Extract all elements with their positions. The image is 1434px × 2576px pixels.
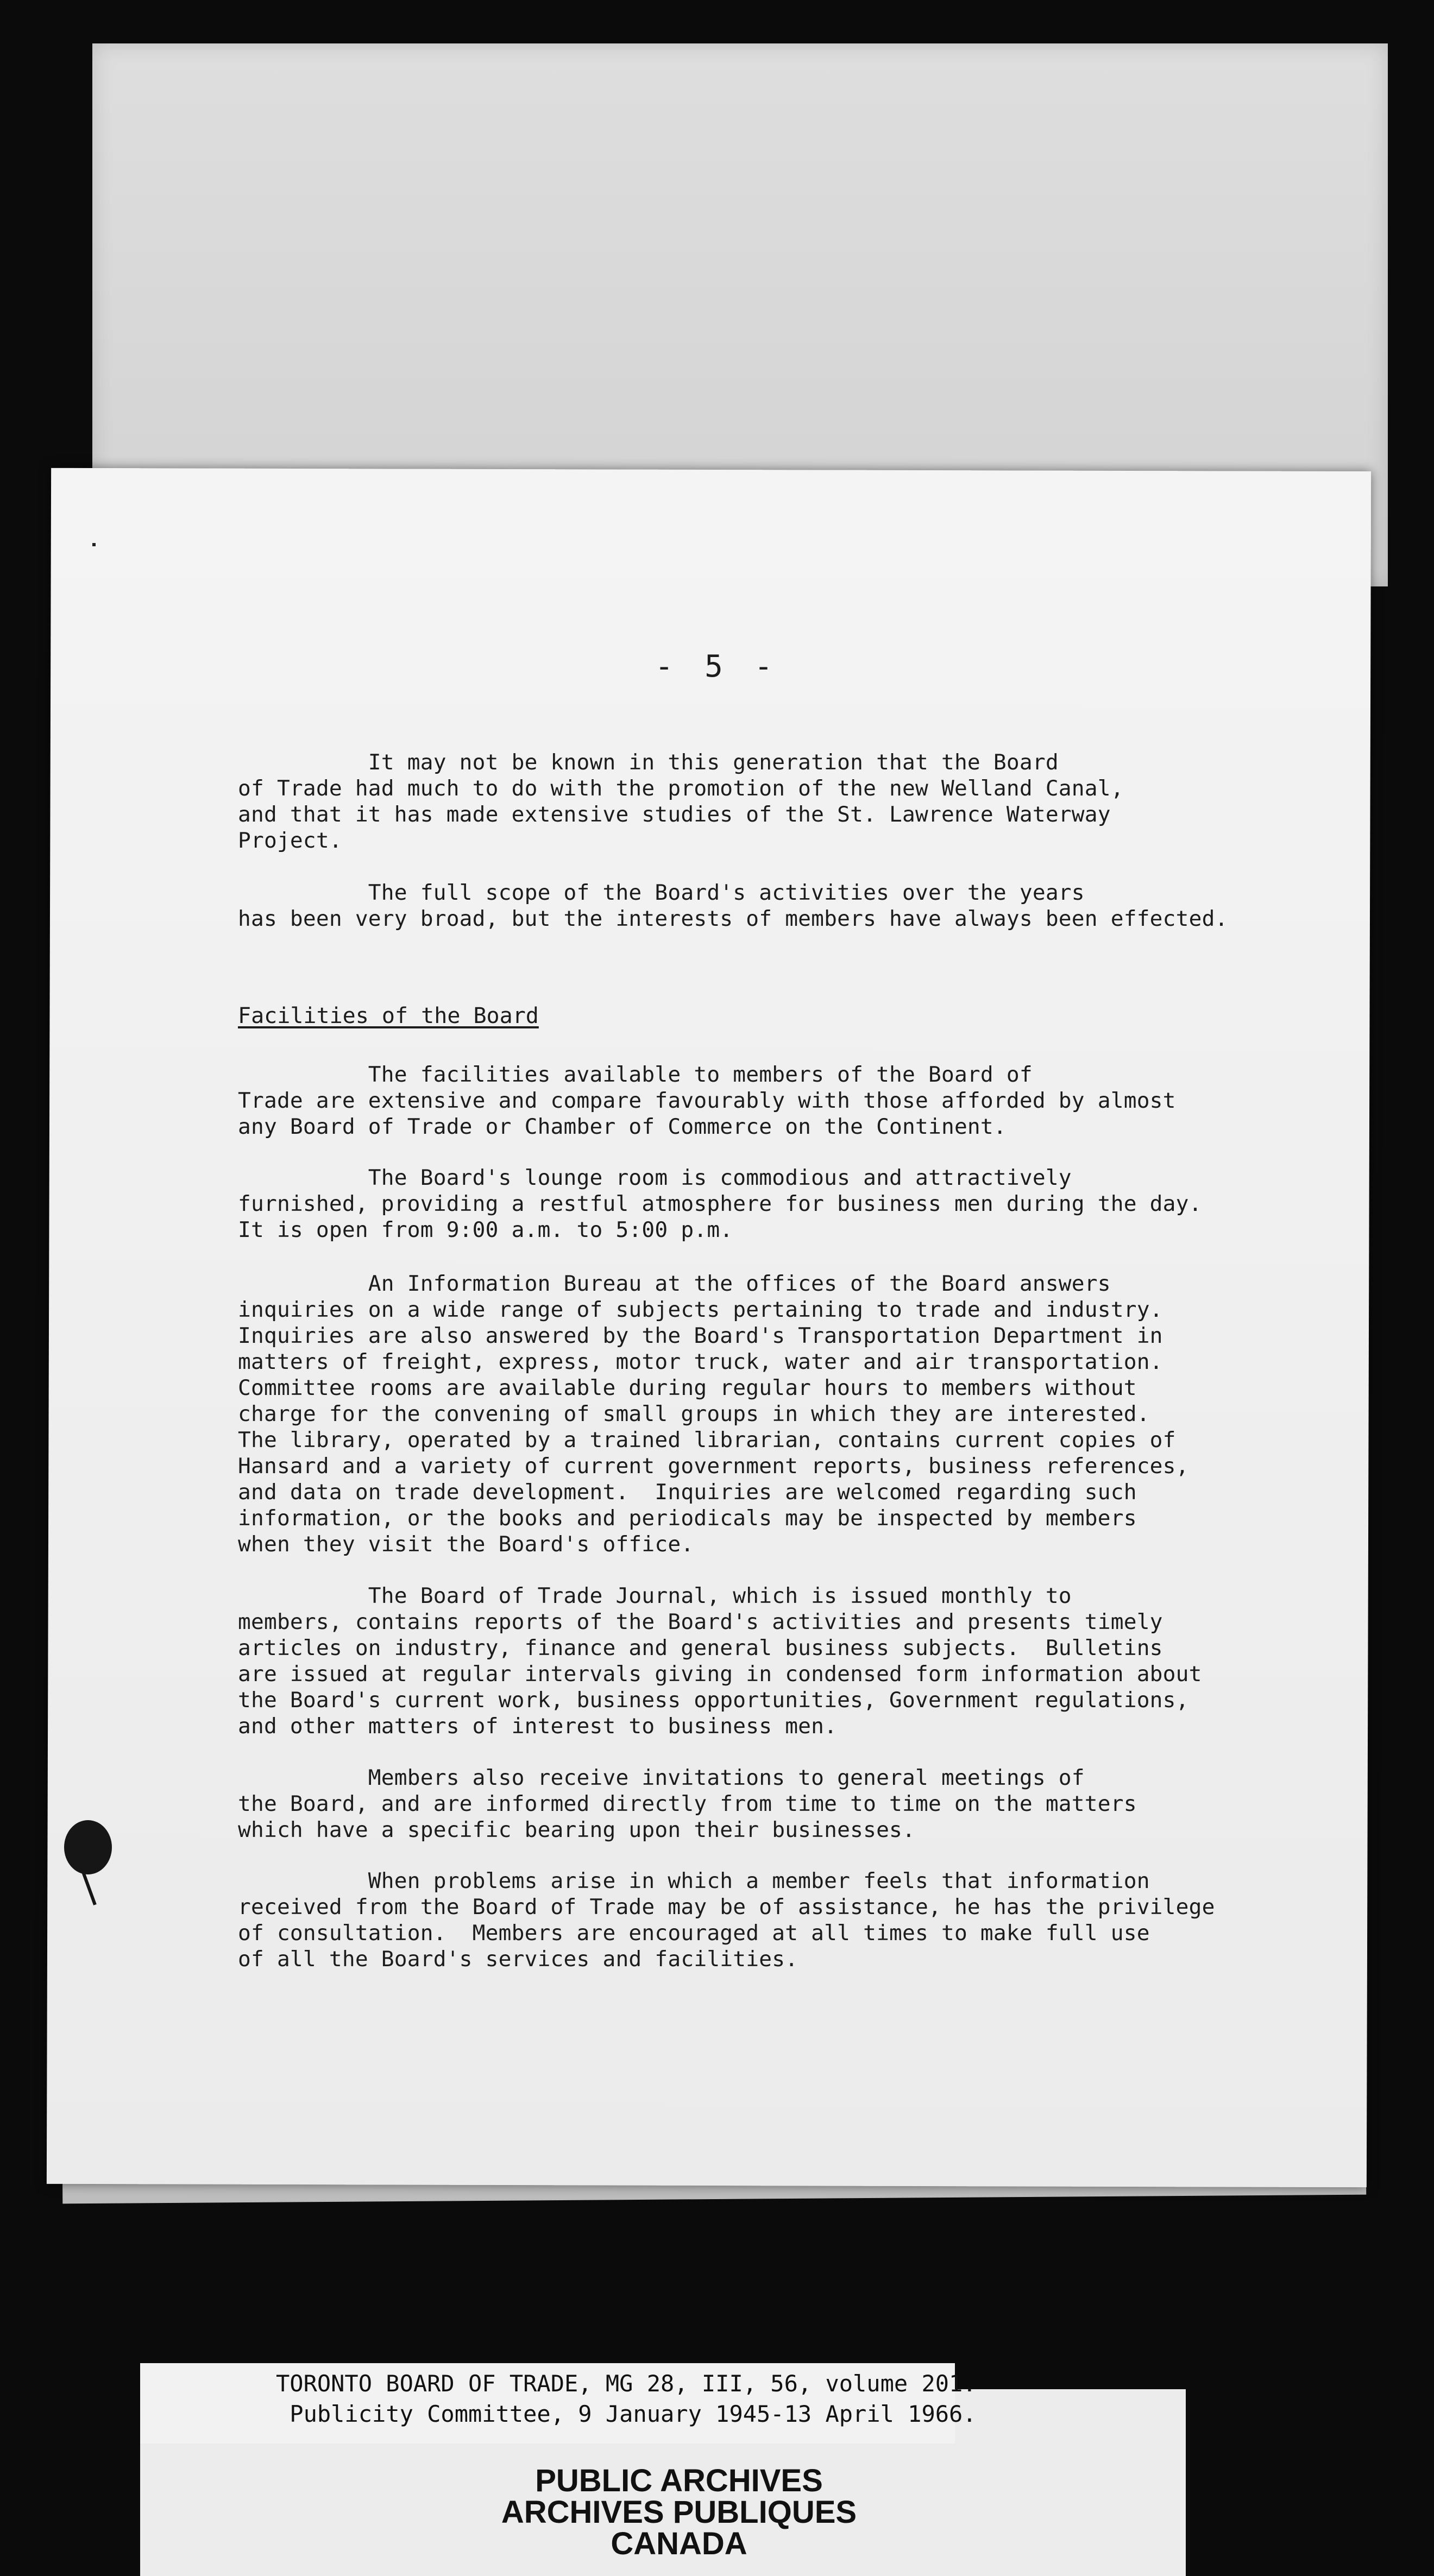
paragraph-meetings: Members also receive invitations to general meetings of the Board, and are informed directly from time to time on the matters which have a specific bearing upon their businesses. — [238, 1765, 1137, 1842]
paragraph-consultation: When problems arise in which a member feels that information received from the Board of Trade may be of assistance, he has the privilege of consultation. Members are encouraged at all times to make full use of all the Board's services and facilities. — [238, 1868, 1215, 1972]
paragraph-facilities: The facilities available to members of the Board of Trade are extensive and compare favourably with those afforded by almost any Board of Trade or Chamber of Commerce on the Continent. — [238, 1062, 1176, 1139]
page-number: - 5 - — [655, 649, 779, 684]
page-mark — [92, 543, 96, 546]
punch-hole — [64, 1820, 112, 1874]
label-shadow — [955, 2363, 1186, 2389]
archive-reference-text — [140, 2363, 977, 2429]
archives-stamp — [326, 2465, 1032, 2560]
paragraph-journal: The Board of Trade Journal, which is issued monthly to members, contains reports of the Board's activities and presents timely articles on industry, finance and general business subjects. Bulletins are issued at regular intervals giving in condensed form information about the Board's current work, business opportunities, Government regulations, and other matters of interest to business men. — [238, 1583, 1202, 1739]
archives-stamp-line-1: PUBLIC ARCHIVES — [535, 2463, 823, 2498]
paragraph-information-bureau: An Information Bureau at the offices of the Board answers inquiries on a wide range of subjects pertaining to trade and industry. Inquiries are also answered by the Board's Transportation Department in matters of freight, express, motor truck, water and air transportation. Committee rooms are available during regular hours to members without charge for the convening of small groups in which they are interested. The library, operated by a trained librarian, contains current copies of Hansard and a variety of current government reports, business references, and data on trade development. Inquiries are welcomed regarding such information, or the books and periodicals may be inspected by members when they visit the Board's office. — [238, 1271, 1189, 1557]
paragraph-welland-canal: It may not be known in this generation that the Board of Trade had much to do with the promotion of the new Welland Canal, and that it has made extensive studies of the St. Lawrence Waterway Project. — [238, 750, 1124, 853]
section-heading: Facilities of the Board — [238, 1003, 539, 1028]
archive-reference-line-1: TORONTO BOARD OF TRADE, MG 28, III, 56, volume 201. — [276, 2370, 977, 2397]
archive-reference-label — [140, 2363, 977, 2444]
paragraph-board-scope: The full scope of the Board's activities over the years has been very broad, but the interests of members have always been effected. — [238, 880, 1228, 931]
paragraph-lounge-room: The Board's lounge room is commodious and attractively furnished, providing a restful atmosphere for business men during the day. It is open from 9:00 a.m. to 5:00 p.m. — [238, 1165, 1202, 1242]
archive-reference-line-2: Publicity Committee, 9 January 1945-13 April 1966. — [276, 2401, 977, 2427]
archives-stamp-line-2: ARCHIVES PUBLIQUES — [501, 2495, 857, 2530]
archives-stamp-line-3: CANADA — [611, 2526, 747, 2561]
